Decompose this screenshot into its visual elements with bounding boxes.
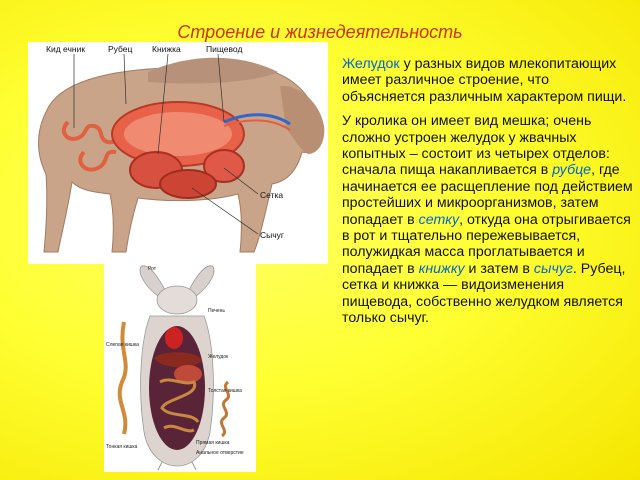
rabbit-caecum [120,322,126,434]
slide-title: Строение и жизнедеятельность [177,22,463,42]
sychug-shape [160,170,216,198]
term-knizhku: книжку [418,260,465,277]
term-sychug: сычуг [533,260,573,277]
rabbit-head [157,286,197,314]
rabbit-label-pryamaya: Прямая кишка [196,440,230,446]
rabbit-label-anal: Анальное отверстие [196,450,244,456]
rabbit-label-slepaya: Слепая кишка [106,342,139,348]
description-text [342,56,634,335]
bison-illustration [28,42,328,264]
rabbit-label-tonkaya: Тонкая кишка [106,444,138,450]
rabbit-label-pechen: Печень [208,308,225,314]
paragraph-2-part-c: , откуда она отрыгивается в рот и тщательно пережевывается, полужидкая масса проглатывается и попадает в [342,211,631,277]
paragraph-2-part-a: У кролика он имеет вид мешка; очень сложно устроен желудок у жвачных копытных – состоит из четырех отделов: сначала пища накапливается в [342,113,610,179]
paragraph-2-part-b: , где начинается ее расщепление под действием простейших и микроорганизмов, затем попадает в [342,162,633,228]
rabbit-label-rot: Рот [148,266,157,272]
paragraph-2-part-e: . Рубец, сетка и книжка — видоизменения пищевода, собственно желудком является только сычуг. [342,260,626,327]
label-kidechnik: Кид ечник [46,44,86,54]
term-zheludok: Желудок [342,56,400,72]
rabbit-illustration [104,262,256,472]
paragraph-2-part-d: и затем в [464,260,534,277]
label-rubets: Рубец [108,44,133,54]
term-rubets: рубце [552,162,592,179]
rabbit-heart [165,327,183,349]
label-pishchevod: Пищевод [206,44,243,54]
label-setka: Сетка [260,190,284,200]
paragraph-2 [342,113,634,326]
paragraph-1-text: у разных видов млекопитающих имеет различное строение, что объясняется различным характером пищи. [342,56,627,105]
paragraph-1 [342,56,634,105]
label-sychug: Сычуг [260,230,285,240]
term-setku: сетку [418,211,460,228]
rabbit-label-tolstaya: Толстая кишка [208,388,242,394]
label-knizhka: Книжка [152,44,181,54]
rabbit-label-zheludok: Желудок [208,354,229,360]
